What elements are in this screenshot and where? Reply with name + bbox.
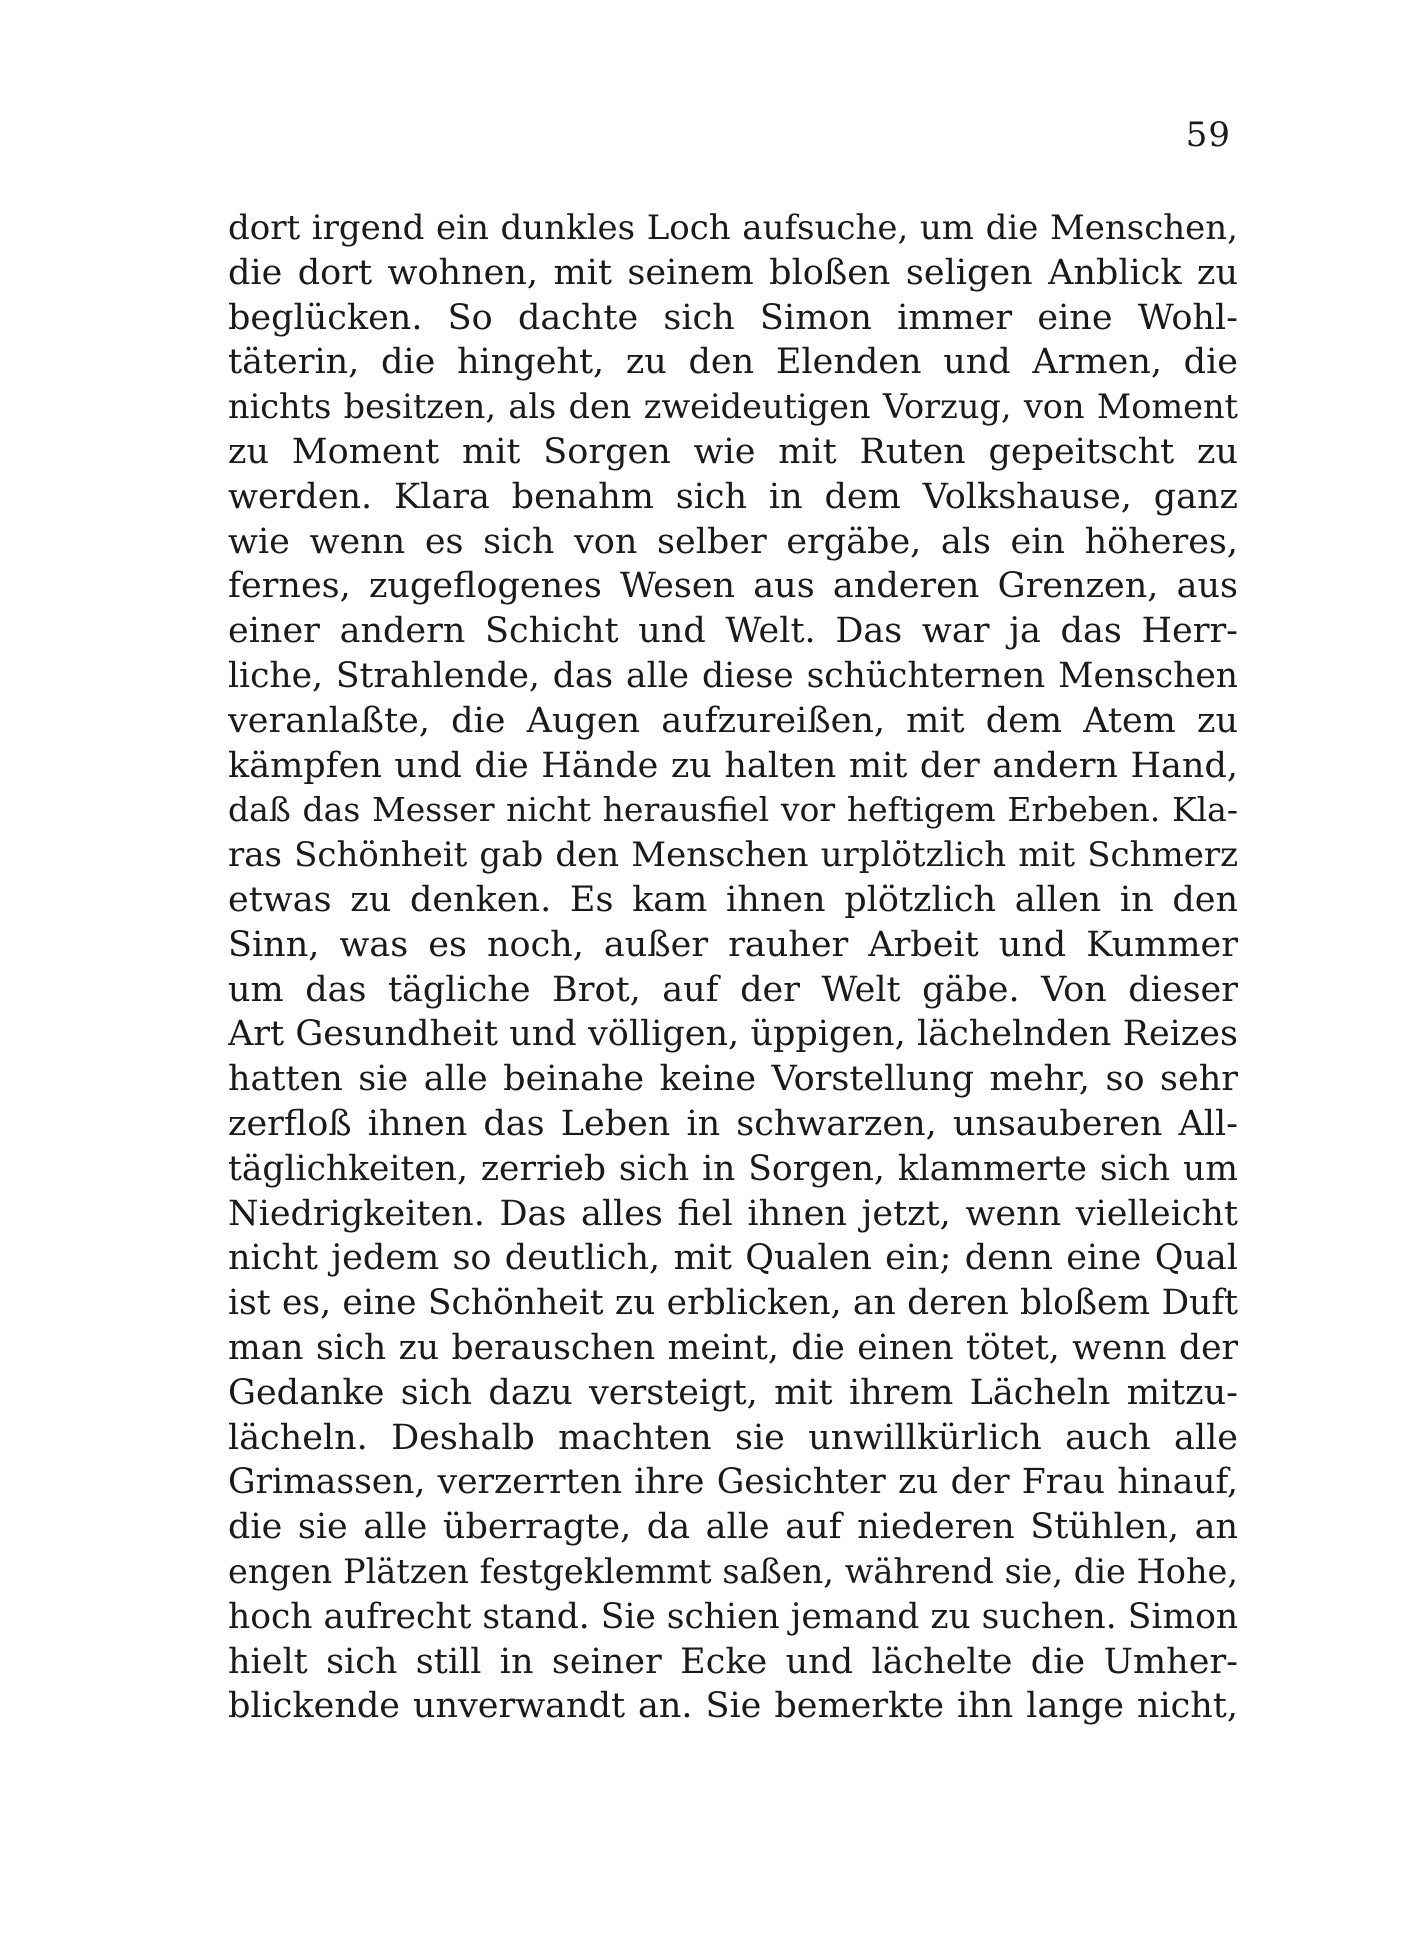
text-line: um das tägliche Brot, auf der Welt gäbe. Von dieser <box>228 969 1238 1010</box>
text-line: lächeln. Deshalb machten sie unwillkürlich auch alle <box>228 1417 1238 1458</box>
text-line: ras Schönheit gab den Menschen urplötzlich mit Schmerz <box>228 835 1238 876</box>
text-line: ist es, eine Schönheit zu erblicken, an deren bloßem Duft <box>228 1283 1238 1324</box>
text-line: Art Gesundheit und völligen, üppigen, lächelnden Reizes <box>228 1014 1238 1055</box>
text-line: dort irgend ein dunkles Loch aufsuche, um die Menschen, <box>228 208 1238 248</box>
body-text <box>228 206 1238 1729</box>
text-line: einer andern Schicht und Welt. Das war ja das Herr- <box>228 611 1238 652</box>
text-line: Grimassen, verzerrten ihre Gesichter zu der Frau hinauf, <box>228 1462 1238 1503</box>
text-line: täglichkeiten, zerrieb sich in Sorgen, klammerte sich um <box>228 1148 1238 1189</box>
text-line: fernes, zugeflogenes Wesen aus anderen Grenzen, aus <box>228 566 1238 607</box>
text-line: engen Plätzen festgeklemmt saßen, während sie, die Hohe, <box>228 1551 1238 1591</box>
text-line: veranlaßte, die Augen aufzureißen, mit dem Atem zu <box>228 700 1238 741</box>
text-line: hielt sich still in seiner Ecke und lächelte die Umher- <box>228 1641 1238 1682</box>
text-line: hatten sie alle beinahe keine Vorstellung mehr, so sehr <box>228 1059 1238 1100</box>
text-line: man sich zu berauschen meint, die einen tötet, wenn der <box>228 1327 1238 1368</box>
text-line: daß das Messer nicht herausfiel vor heftigem Erbeben. Kla- <box>228 790 1238 830</box>
text-line: Sinn, was es noch, außer rauher Arbeit und Kummer <box>228 924 1238 965</box>
text-line: die sie alle überragte, da alle auf niederen Stühlen, an <box>228 1507 1238 1548</box>
text-line: täterin, die hingeht, zu den Elenden und Armen, die <box>228 342 1238 383</box>
text-line: zerfloß ihnen das Leben in schwarzen, unsauberen All- <box>228 1103 1238 1144</box>
text-line: hoch aufrecht stand. Sie schien jemand zu suchen. Simon <box>228 1596 1238 1637</box>
text-line: Niedrigkeiten. Das alles fiel ihnen jetzt, wenn vielleicht <box>228 1193 1238 1234</box>
text-line: etwas zu denken. Es kam ihnen plötzlich allen in den <box>228 879 1238 920</box>
text-line: kämpfen und die Hände zu halten mit der andern Hand, <box>228 745 1238 786</box>
text-line: Gedanke sich dazu versteigt, mit ihrem Lächeln mitzu- <box>228 1372 1238 1413</box>
text-line: werden. Klara benahm sich in dem Volkshause, ganz <box>228 476 1238 517</box>
text-line: nicht jedem so deutlich, mit Qualen ein; denn eine Qual <box>228 1238 1238 1279</box>
page-number: 59 <box>1185 115 1231 155</box>
text-line: zu Moment mit Sorgen wie mit Ruten gepeitscht zu <box>228 431 1238 472</box>
text-line: liche, Strahlende, das alle diese schüchternen Menschen <box>228 655 1238 696</box>
text-line: nichts besitzen, als den zweideutigen Vorzug, von Moment <box>228 387 1238 427</box>
text-line: die dort wohnen, mit seinem bloßen seligen Anblick zu <box>228 252 1238 293</box>
text-line: blickende unverwandt an. Sie bemerkte ihn lange nicht, <box>228 1686 1238 1727</box>
text-line: wie wenn es sich von selber ergäbe, als ein höheres, <box>228 521 1238 562</box>
text-line: beglücken. So dachte sich Simon immer eine Wohl- <box>228 297 1238 338</box>
